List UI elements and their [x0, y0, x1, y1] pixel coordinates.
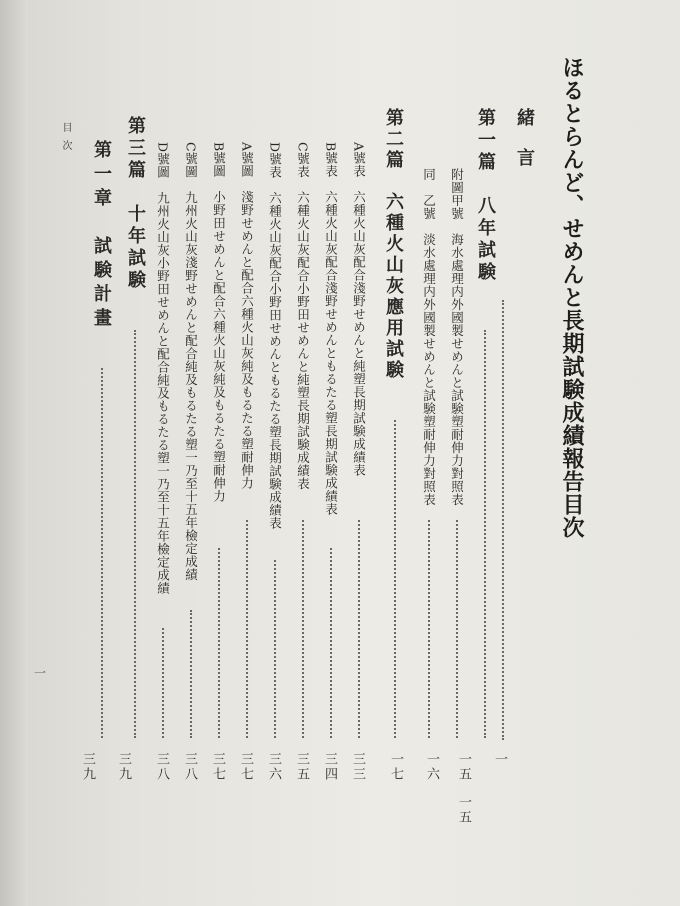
toc-entry-diagram-c: C號圖 九州火山灰淺野せめんと配合純及もるたる塑一乃至十五年檢定成績	[183, 142, 199, 582]
page-number: 三八	[154, 752, 169, 782]
page-number: 一七	[388, 752, 403, 782]
leader-dots	[358, 520, 360, 738]
leader-dots	[190, 610, 192, 738]
page-number: 三六	[266, 752, 281, 782]
toc-entry-diagram-d: D號圖 九州火山灰小野田せめんと配合純及もるたる塑一乃至十五年檢定成績	[155, 142, 171, 595]
toc-entry-chapter1: 第一章 試験計畫	[91, 140, 112, 332]
leader-dots	[484, 330, 486, 738]
leader-dots	[394, 420, 396, 738]
leader-dots	[302, 520, 304, 738]
page-number: 三九	[80, 752, 95, 782]
toc-entry-fig-a: 附圖甲號 海水處理内外國製せめんと試験塑耐伸力對照表	[449, 168, 465, 506]
leader-dots	[274, 560, 276, 738]
page-number: 一六	[424, 752, 439, 782]
toc-entry-table-d: D號表 六種火山灰配合小野田せめんともるたる塑長期試験成績表	[267, 142, 283, 530]
leader-dots	[218, 548, 220, 738]
page-number: 一五	[456, 795, 471, 825]
toc-entry-diagram-b: B號圖 小野田せめんと配合六種火山灰純及もるたる塑耐伸力	[211, 142, 227, 503]
page-number: 一	[492, 752, 507, 767]
page-number: 三七	[210, 752, 225, 782]
leader-dots	[246, 520, 248, 738]
toc-entry-part3: 第三篇 十年試験	[125, 116, 146, 292]
folio-number: 一	[34, 666, 47, 680]
leader-dots	[330, 548, 332, 738]
leader-dots	[502, 300, 504, 740]
toc-entry-table-c: C號表 六種火山灰配合小野田せめんと純塑長期試験成績表	[295, 142, 311, 491]
page-number: 三九	[116, 752, 131, 782]
page-title: ほるとらんど、せめんと長期試験成績報告目次	[559, 56, 585, 539]
leader-dots	[134, 330, 136, 738]
toc-entry-table-a: A號表 六種火山灰配合淺野せめんと純塑長期試験成績表	[351, 142, 367, 477]
leader-dots	[162, 628, 164, 738]
page-number: 三八	[182, 752, 197, 782]
leader-dots	[428, 520, 430, 738]
toc-entry-table-b: B號表 六種火山灰配合淺野せめんともるたる塑長期試験成績表	[323, 142, 339, 516]
page-number: 三三	[350, 752, 365, 782]
toc-entry-fig-b: 同 乙號 淡水處理内外國製せめんと試験塑耐伸力對照表	[421, 168, 437, 506]
page-number: 三七	[238, 752, 253, 782]
page-number: 三四	[322, 752, 337, 782]
page-number: 一五	[456, 752, 471, 782]
toc-entry-diagram-a: A號圖 淺野せめんと配合六種火山灰純及もるたる塑耐伸力	[239, 142, 255, 490]
toc-entry-preface: 緒言	[514, 108, 535, 188]
running-header: 目次	[60, 122, 71, 158]
page-gutter-shadow	[0, 0, 28, 906]
leader-dots	[101, 368, 103, 738]
leader-dots	[456, 520, 458, 738]
page-number: 三五	[294, 752, 309, 782]
toc-entry-part2: 第二篇 六種火山灰應用試験	[383, 108, 404, 381]
toc-entry-part1: 第一篇 八年試験	[475, 108, 496, 284]
